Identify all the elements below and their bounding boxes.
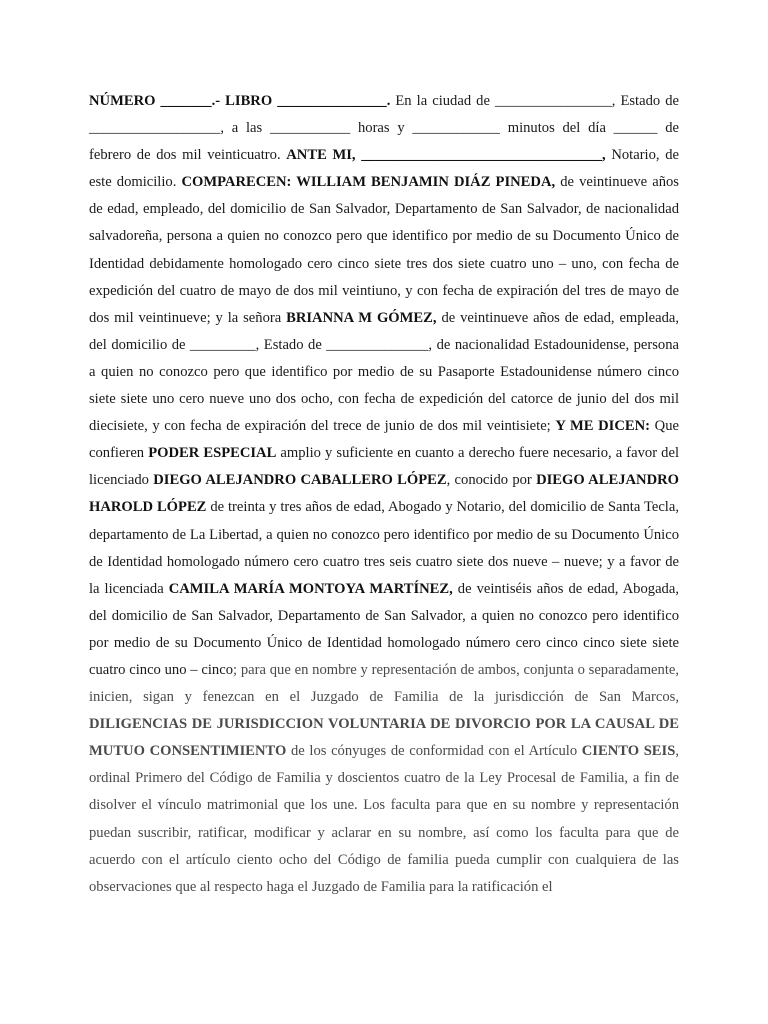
bold-text-run: CAMILA MARÍA MONTOYA MARTÍNEZ, — [168, 580, 453, 597]
text-run: de veintinueve años de edad, empleada, del domicilio de _________, Estado de ______________, de nacionalidad Estadounidense, persona a quien no conozco pero que identifico por medio de su Pasaporte Estadounidense número cinco siete siete uno cero nueve uno dos ocho, con fecha de expedición del catorce de junio del dos mil diecisiete, y con fecha de expiración del trece de junio de dos mil veintisiete; — [89, 309, 680, 435]
bold-text-run: DIEGO ALEJANDRO HAROLD LÓPEZ — [89, 472, 679, 516]
text-run: ; para que en nombre y representación de ambos, conjunta o separadamente, inicien, sigan y fenezcan en el Juzgado de Familia de la jurisdicción de San Marcos, — [89, 661, 680, 706]
bold-text-run: PODER ESPECIAL — [148, 445, 277, 462]
text-run: amplio y suficiente en cuanto a derecho fuere necesario, a favor del licenciado — [89, 445, 680, 489]
bold-text-run: DILIGENCIAS DE JURISDICCION VOLUNTARIA DE DIVORCIO POR LA CAUSAL DE MUTUO CONSENTIMIENTO — [89, 716, 679, 760]
power-of-attorney-paragraph — [89, 88, 679, 901]
text-run: Que confieren — [89, 418, 679, 462]
text-run: de treinta y tres años de edad, Abogado y Notario, del domicilio de Santa Tecla, departamento de La Libertad, a quien no conozco pero identifico por medio de su Documento Único de Identidad homologado número cero cuatro tres seis cuatro siete dos nueve – nueve; y a favor de la licenciada — [89, 499, 679, 597]
bold-text-run: COMPARECEN: WILLIAM BENJAMIN DIÁZ PINEDA, — [181, 174, 556, 191]
text-run: , ordinal Primero del Código de Familia y doscientos cuatro de la Ley Procesal de Familia, a fin de disolver el vínculo matrimonial que los une. Los faculta para que en su nombre y representación puedan suscribir, ratificar, modificar y aclarar en su nombre, así como los faculta para que de acuerdo con el artículo ciento ocho del Código de familia pueda cumplir con cualquiera de las observaciones que al respecto haga el Juzgado de Familia para la ratificación el — [89, 743, 679, 895]
bold-text-run: ANTE MI, _________________________________, — [286, 147, 606, 164]
bold-text-run: CIENTO SEIS — [581, 743, 676, 760]
text-run: de los cónyuges de conformidad con el Artículo — [286, 743, 582, 760]
text-run: Notario, de este domicilio. — [89, 147, 679, 191]
text-run: de veintinueve años de edad, empleado, del domicilio de San Salvador, Departamento de San Salvador, de nacionalidad salvadoreña, persona a quien no conozco pero que identifico por medio de su Documento Único de Identidad debidamente homologado cero cinco siete tres dos siete cuatro uno – uno, con fecha de expedición del cuatro de mayo de dos mil veintiuno, y con fecha de expiración del tres de mayo de dos mil veintinueve; y la señora — [89, 174, 679, 326]
bold-text-run: NÚMERO _______.- LIBRO _______________. — [89, 93, 391, 109]
bold-text-run: BRIANNA M GÓMEZ, — [286, 309, 437, 326]
text-run: En la ciudad de ________________, Estado de __________________, a las ___________ horas y ____________ minutos del día ______ de febrero de dos mil veinticuatro. — [89, 93, 679, 164]
bold-text-run: Y ME DICEN: — [555, 418, 651, 435]
text-run: , conocido por — [446, 472, 537, 489]
text-run: de veintiséis años de edad, Abogada, del domicilio de San Salvador, Departamento de San Salvador, a quien no conozco pero identifico por medio de su Documento Único de Identidad homologado número cero cinco cinco siete siete cuatro cinco uno – cinco — [89, 580, 679, 678]
bold-text-run: DIEGO ALEJANDRO CABALLERO LÓPEZ — [153, 472, 447, 489]
